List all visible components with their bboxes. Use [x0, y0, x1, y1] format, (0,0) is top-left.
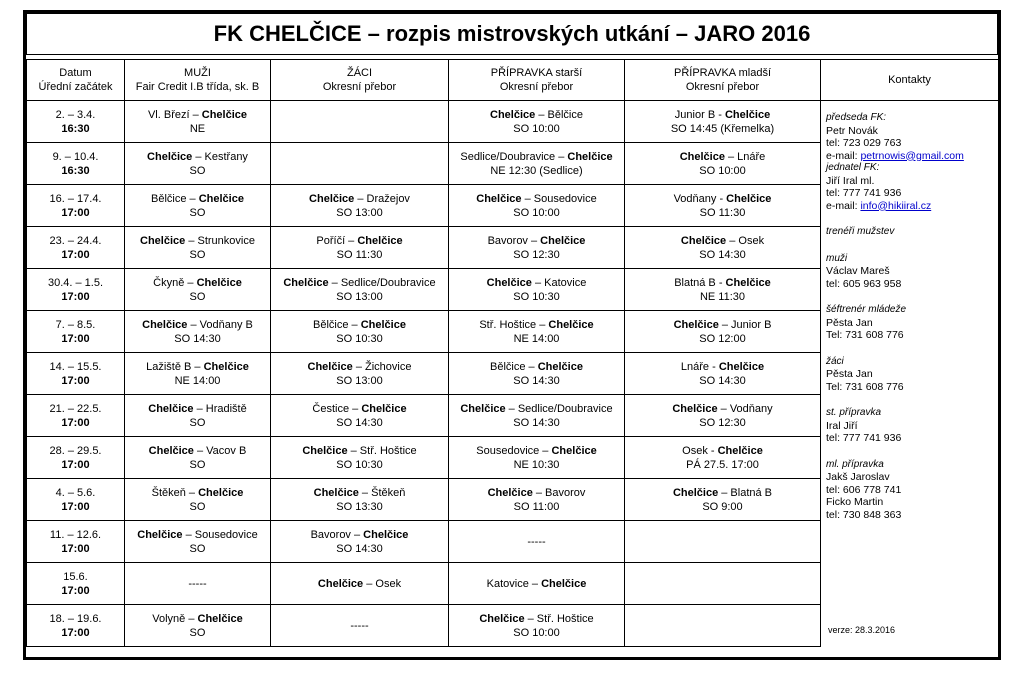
- table-row: [27, 521, 999, 563]
- page-title: FK CHELČICE – rozpis mistrovských utkání – JARO 2016: [26, 13, 998, 55]
- date-cell: 15.6. 17:00: [27, 563, 125, 605]
- zaci-match-cell: [271, 143, 449, 185]
- st-pripravka-match-cell: Chelčice – Stř. Hoštice SO 10:00: [449, 605, 625, 647]
- muzi-coach-tel: tel: 605 963 958: [826, 277, 902, 290]
- st-pripravka-match-cell: Katovice – Chelčice: [449, 563, 625, 605]
- zaci-match-cell: Chelčice – Dražejov SO 13:00: [271, 185, 449, 227]
- ml-pripravka-match-cell: Chelčice – Blatná B SO 9:00: [625, 479, 821, 521]
- treneri-label: trenéři mužstev: [826, 226, 895, 237]
- header-zaci: ŽÁCI Okresní přebor: [271, 60, 449, 101]
- header-datum: Datum Úřední začátek: [27, 60, 125, 101]
- ml-pripravka-match-cell: Chelčice – Junior B SO 12:00: [625, 311, 821, 353]
- zaci-match-cell: Chelčice – Stř. Hoštice SO 10:30: [271, 437, 449, 479]
- date-cell: 11. – 12.6. 17:00: [27, 521, 125, 563]
- st-pripravka-match-cell: -----: [449, 521, 625, 563]
- zaci-match-cell: Bavorov – Chelčice SO 14:30: [271, 521, 449, 563]
- zaci-match-cell: Poříčí – Chelčice SO 11:30: [271, 227, 449, 269]
- muzi-match-cell: Vl. Březí – Chelčice NE: [125, 101, 271, 143]
- ml-pripravka-match-cell: Chelčice – Vodňany SO 12:30: [625, 395, 821, 437]
- date-cell: 2. – 3.4. 16:30: [27, 101, 125, 143]
- sef-tel: Tel: 731 608 776: [826, 329, 904, 341]
- jednatel-email-link[interactable]: info@hikiiral.cz: [860, 199, 932, 212]
- header-row: [27, 60, 999, 101]
- st-pripravka-match-cell: Chelčice – Bavorov SO 11:00: [449, 479, 625, 521]
- contacts-cell: [821, 563, 999, 605]
- st-coach-label: st. přípravka: [826, 407, 882, 418]
- zaci-coach-tel: Tel: 731 608 776: [826, 380, 904, 393]
- muzi-coach-label: muži: [826, 252, 848, 264]
- date-cell: 30.4. – 1.5. 17:00: [27, 269, 125, 311]
- st-pripravka-match-cell: Bělčice – Chelčice SO 14:30: [449, 353, 625, 395]
- ml-pripravka-match-cell: Junior B - Chelčice SO 14:45 (Křemelka): [625, 101, 821, 143]
- predseda-label: předseda FK:: [826, 112, 887, 123]
- muzi-match-cell: Chelčice – Hradiště SO: [125, 395, 271, 437]
- predseda-tel: tel: 723 029 763: [826, 137, 902, 149]
- st-pripravka-match-cell: Chelčice – Sedlice/Doubravice SO 14:30: [449, 395, 625, 437]
- zaci-match-cell: Chelčice – Žichovice SO 13:00: [271, 353, 449, 395]
- zaci-match-cell: Chelčice – Štěkeň SO 13:30: [271, 479, 449, 521]
- jednatel-email-line: e-mail: info@hikiiral.cz: [826, 199, 932, 212]
- st-pripravka-match-cell: Sedlice/Doubravice – Chelčice NE 12:30 (Sedlice): [449, 143, 625, 185]
- zaci-match-cell: Chelčice – Sedlice/Doubravice SO 13:00: [271, 269, 449, 311]
- st-pripravka-match-cell: Stř. Hoštice – Chelčice NE 14:00: [449, 311, 625, 353]
- zaci-match-cell: Bělčice – Chelčice SO 10:30: [271, 311, 449, 353]
- st-pripravka-match-cell: Sousedovice – Chelčice NE 10:30: [449, 437, 625, 479]
- date-cell: 7. – 8.5. 17:00: [27, 311, 125, 353]
- muzi-match-cell: Bělčice – Chelčice SO: [125, 185, 271, 227]
- date-cell: 21. – 22.5. 17:00: [27, 395, 125, 437]
- muzi-match-cell: Volyně – Chelčice SO: [125, 605, 271, 647]
- ml-coach-tel-2: tel: 730 848 363: [826, 508, 902, 521]
- ml-pripravka-match-cell: [625, 521, 821, 563]
- header-kontakty: Kontakty: [821, 60, 999, 101]
- muzi-match-cell: Chelčice – Strunkovice SO: [125, 227, 271, 269]
- jednatel-tel: tel: 777 741 936: [826, 187, 902, 199]
- version-note: verze: 28.3.2016: [828, 625, 896, 635]
- date-cell: 14. – 15.5. 17:00: [27, 353, 125, 395]
- date-cell: 23. – 24.4. 17:00: [27, 227, 125, 269]
- ml-coach-label: ml. přípravka: [826, 458, 884, 470]
- muzi-match-cell: Chelčice – Kestřany SO: [125, 143, 271, 185]
- predseda-email-link[interactable]: petrnowis@gmail.com: [860, 149, 964, 162]
- ml-coach-name-1: Jakš Jaroslav: [826, 471, 890, 483]
- header-ml-pripravka: PŘÍPRAVKA mladší Okresní přebor: [625, 60, 821, 101]
- sef-name: Pěsta Jan: [826, 316, 873, 329]
- date-cell: 28. – 29.5. 17:00: [27, 437, 125, 479]
- muzi-match-cell: Chelčice – Vacov B SO: [125, 437, 271, 479]
- ml-coach-tel-1: tel: 606 778 741: [826, 483, 902, 496]
- header-muzi: MUŽI Fair Credit I.B třída, sk. B: [125, 60, 271, 101]
- sef-label: šéftrenér mládeže: [826, 304, 907, 315]
- ml-pripravka-match-cell: Blatná B - Chelčice NE 11:30: [625, 269, 821, 311]
- st-coach-tel: tel: 777 741 936: [826, 432, 902, 444]
- date-cell: 4. – 5.6. 17:00: [27, 479, 125, 521]
- ml-pripravka-match-cell: Chelčice – Osek SO 14:30: [625, 227, 821, 269]
- zaci-match-cell: -----: [271, 605, 449, 647]
- muzi-coach-name: Václav Mareš: [826, 265, 890, 277]
- ml-pripravka-match-cell: Vodňany - Chelčice SO 11:30: [625, 185, 821, 227]
- date-cell: 16. – 17.4. 17:00: [27, 185, 125, 227]
- ml-pripravka-match-cell: [625, 605, 821, 647]
- muzi-match-cell: -----: [125, 563, 271, 605]
- predseda-name: Petr Novák: [826, 124, 878, 137]
- ml-pripravka-match-cell: Osek - Chelčice PÁ 27.5. 17:00: [625, 437, 821, 479]
- st-pripravka-match-cell: Chelčice – Bělčice SO 10:00: [449, 101, 625, 143]
- jednatel-label: jednatel FK:: [826, 162, 880, 173]
- muzi-match-cell: Lažiště B – Chelčice NE 14:00: [125, 353, 271, 395]
- zaci-match-cell: Chelčice – Osek: [271, 563, 449, 605]
- contacts-panel: [826, 112, 996, 521]
- muzi-match-cell: Štěkeň – Chelčice SO: [125, 479, 271, 521]
- date-cell: 9. – 10.4. 16:30: [27, 143, 125, 185]
- date-cell: 18. – 19.6. 17:00: [27, 605, 125, 647]
- muzi-match-cell: Čkyně – Chelčice SO: [125, 269, 271, 311]
- ml-coach-name-2: Ficko Martin: [826, 496, 884, 508]
- jednatel-name: Jiří Iral ml.: [826, 174, 875, 187]
- header-st-pripravka: PŘÍPRAVKA starší Okresní přebor: [449, 60, 625, 101]
- st-pripravka-match-cell: Chelčice – Katovice SO 10:30: [449, 269, 625, 311]
- predseda-email-line: e-mail: petrnowis@gmail.com: [826, 149, 964, 162]
- ml-pripravka-match-cell: Lnáře - Chelčice SO 14:30: [625, 353, 821, 395]
- zaci-coach-name: Pěsta Jan: [826, 368, 873, 380]
- st-pripravka-match-cell: Bavorov – Chelčice SO 12:30: [449, 227, 625, 269]
- st-coach-name: Iral Jiří: [826, 419, 858, 432]
- st-pripravka-match-cell: Chelčice – Sousedovice SO 10:00: [449, 185, 625, 227]
- zaci-match-cell: Čestice – Chelčice SO 14:30: [271, 395, 449, 437]
- ml-pripravka-match-cell: [625, 563, 821, 605]
- contacts-cell: [821, 521, 999, 563]
- muzi-match-cell: Chelčice – Sousedovice SO: [125, 521, 271, 563]
- zaci-coach-label: žáci: [826, 355, 844, 367]
- ml-pripravka-match-cell: Chelčice – Lnáře SO 10:00: [625, 143, 821, 185]
- zaci-match-cell: [271, 101, 449, 143]
- muzi-match-cell: Chelčice – Vodňany B SO 14:30: [125, 311, 271, 353]
- table-row: [27, 563, 999, 605]
